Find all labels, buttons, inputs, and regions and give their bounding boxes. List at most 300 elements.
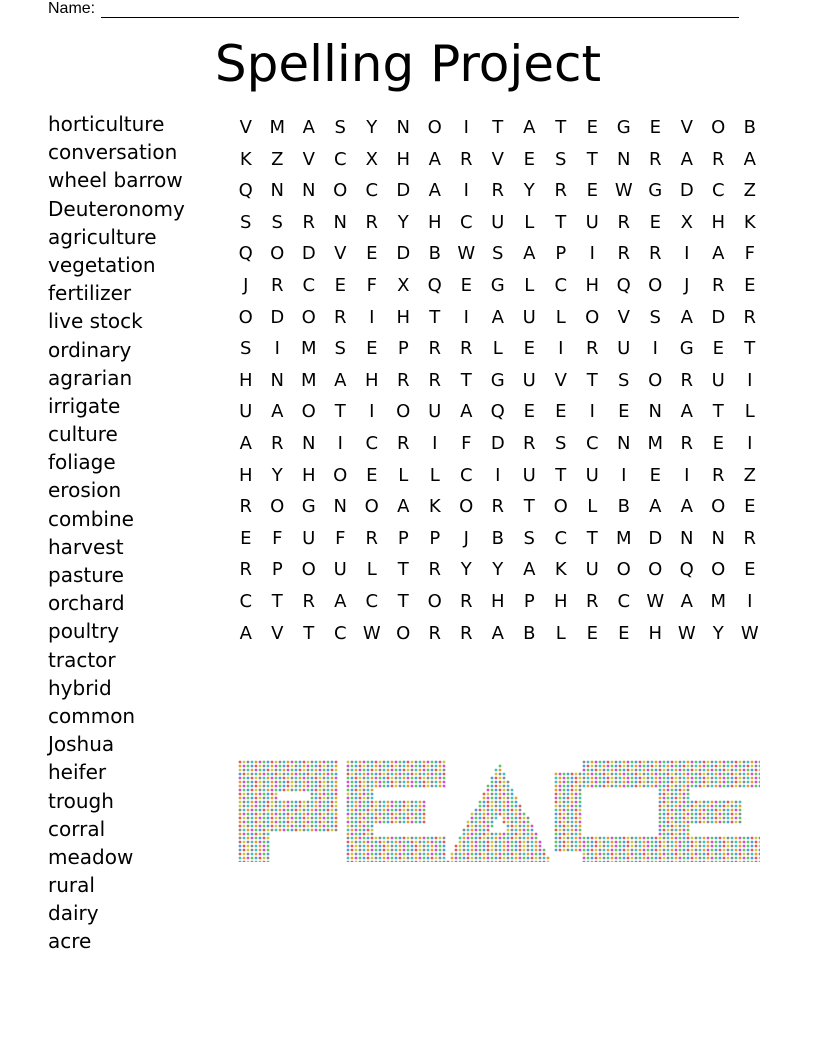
grid-letter: R (585, 590, 599, 612)
grid-letter: G (648, 180, 663, 202)
grid-letter: O (270, 243, 285, 265)
word-list (48, 110, 185, 956)
grid-letter: W (740, 622, 759, 644)
grid-letter: G (490, 369, 505, 391)
grid-letter: C (333, 622, 347, 644)
word-list-item: orchard (48, 591, 125, 616)
grid-letter: S (649, 306, 661, 328)
grid-letter: Z (743, 464, 756, 486)
grid-letter: I (463, 180, 469, 202)
grid-letter: H (396, 306, 411, 328)
grid-letter: O (238, 306, 253, 328)
word-list-item: live stock (48, 309, 143, 334)
grid-letter: Z (271, 148, 284, 170)
grid-letter: I (589, 401, 595, 423)
grid-letter: A (239, 622, 252, 644)
grid-letter: E (649, 464, 661, 486)
grid-letter: N (648, 401, 662, 423)
grid-letter: F (461, 432, 472, 454)
grid-letter: O (648, 274, 663, 296)
grid-letter: I (652, 338, 658, 360)
grid-letter: Y (523, 180, 535, 202)
word-list-item: fertilizer (48, 281, 132, 306)
grid-letter: C (365, 180, 379, 202)
grid-letter: I (747, 590, 753, 612)
grid-letter: O (333, 180, 348, 202)
grid-letter: A (523, 117, 536, 138)
grid-letter: R (428, 622, 441, 644)
grid-letter: A (649, 496, 662, 518)
grid-letter: L (555, 306, 566, 328)
grid-letter: D (270, 306, 285, 328)
grid-letter: O (301, 306, 316, 328)
grid-letter: R (680, 432, 693, 454)
grid-letter: C (365, 432, 379, 454)
word-list-item: meadow (48, 844, 134, 869)
word-list-item: conversation (48, 140, 178, 165)
word-list-item: hybrid (48, 675, 112, 700)
grid-letter: N (333, 496, 347, 518)
grid-letter: N (617, 432, 631, 454)
grid-letter: Y (366, 117, 378, 138)
grid-letter: W (677, 622, 696, 644)
grid-letter: O (711, 496, 726, 518)
grid-letter: K (554, 559, 567, 581)
grid-letter: B (428, 243, 441, 265)
grid-letter: H (364, 369, 379, 391)
name-blank (101, 3, 739, 18)
grid-letter: A (334, 369, 347, 391)
grid-letter: P (271, 559, 283, 581)
grid-letter: T (492, 117, 504, 138)
grid-letter: E (240, 527, 252, 549)
grid-letter: O (333, 464, 348, 486)
grid-letter: S (555, 432, 567, 454)
grid-letter: F (335, 527, 346, 549)
grid-letter: V (271, 622, 284, 644)
grid-letter: P (429, 527, 441, 549)
grid-letter: B (617, 496, 630, 518)
grid-letter: R (270, 432, 284, 454)
grid-letter: O (270, 496, 285, 518)
grid-letter: U (239, 401, 253, 423)
grid-letter: F (272, 527, 283, 549)
grid-letter: F (366, 274, 377, 296)
grid-letter: R (743, 527, 756, 549)
grid-letter: K (428, 496, 441, 518)
grid-letter: O (585, 306, 600, 328)
grid-letter: T (397, 590, 409, 612)
grid-letter: X (397, 274, 410, 296)
word-list-item: culture (48, 422, 118, 447)
grid-letter: N (680, 527, 694, 549)
grid-letter: E (366, 464, 378, 486)
grid-letter: D (396, 243, 411, 265)
grid-letter: A (743, 148, 756, 170)
grid-letter: E (618, 401, 630, 423)
grid-letter: M (615, 527, 632, 549)
word-list-item: common (48, 703, 136, 728)
grid-letter: A (302, 117, 315, 138)
grid-letter: D (301, 243, 316, 265)
grid-letter: W (457, 243, 476, 265)
grid-letter: M (300, 369, 317, 391)
grid-letter: H (427, 211, 442, 233)
grid-letter: N (711, 527, 725, 549)
grid-letter: A (271, 401, 284, 423)
grid-letter: E (586, 622, 598, 644)
word-list-item: harvest (48, 534, 124, 559)
grid-letter: U (585, 559, 599, 581)
word-list-item: rural (48, 873, 95, 898)
grid-letter: O (616, 559, 631, 581)
grid-letter: R (459, 622, 473, 644)
grid-letter: A (491, 306, 504, 328)
grid-letter: T (555, 117, 567, 138)
word-list-item: combine (48, 506, 134, 531)
word-list-item: tractor (48, 647, 116, 672)
grid-letter: E (523, 401, 535, 423)
grid-letter: V (617, 306, 630, 328)
grid-letter: T (303, 622, 315, 644)
grid-letter: U (491, 211, 505, 233)
word-list-item: foliage (48, 450, 116, 475)
grid-letter: C (302, 274, 316, 296)
word-list-item: ordinary (48, 337, 132, 362)
grid-letter: C (459, 464, 473, 486)
grid-letter: L (524, 274, 535, 296)
grid-letter: E (366, 338, 378, 360)
grid-letter: O (711, 559, 726, 581)
grid-letter: D (711, 306, 726, 328)
grid-letter: R (428, 369, 441, 391)
grid-letter: R (459, 590, 473, 612)
grid-letter: A (523, 559, 536, 581)
grid-letter: E (586, 117, 598, 138)
grid-letter: O (427, 117, 442, 138)
grid-letter: J (684, 274, 690, 296)
grid-letter: C (585, 432, 599, 454)
grid-letter: I (369, 401, 375, 423)
grid-letter: I (463, 117, 469, 138)
grid-letter: U (522, 306, 536, 328)
grid-letter: O (396, 622, 411, 644)
grid-letter: T (586, 527, 598, 549)
grid-letter: R (648, 148, 662, 170)
grid-letter: I (684, 464, 690, 486)
grid-letter: O (301, 559, 316, 581)
word-list-item: trough (48, 788, 114, 813)
grid-letter: G (679, 338, 694, 360)
name-label: Name: (48, 0, 96, 17)
grid-letter: E (460, 274, 472, 296)
grid-letter: T (555, 211, 567, 233)
grid-letter: E (586, 180, 598, 202)
grid-letter: Y (492, 559, 504, 581)
grid-letter: C (617, 590, 631, 612)
word-list-item: horticulture (48, 112, 165, 136)
grid-letter: A (712, 243, 725, 265)
grid-letter: E (649, 211, 661, 233)
grid-letter: N (396, 117, 410, 138)
grid-letter: T (429, 306, 441, 328)
grid-letter: O (301, 401, 316, 423)
grid-letter: E (744, 559, 756, 581)
grid-letter: E (555, 401, 567, 423)
grid-letter: T (744, 338, 756, 360)
grid-letter: Q (679, 559, 694, 581)
grid-letter: L (524, 211, 535, 233)
grid-letter: I (558, 338, 564, 360)
grid-letter: G (301, 496, 316, 518)
grid-letter: R (648, 243, 662, 265)
grid-letter: I (684, 243, 690, 265)
grid-letter: D (648, 527, 663, 549)
word-list-item: Deuteronomy (48, 196, 185, 221)
grid-letter: S (334, 117, 346, 138)
name-field-line (48, 0, 739, 18)
grid-letter: E (744, 274, 756, 296)
grid-letter: P (555, 243, 567, 265)
grid-letter: I (432, 432, 438, 454)
grid-letter: C (365, 590, 379, 612)
grid-letter: L (555, 622, 566, 644)
grid-letter: T (271, 590, 283, 612)
grid-letter: V (491, 148, 504, 170)
grid-letter: M (647, 432, 664, 454)
grid-letter: A (680, 306, 693, 328)
grid-letter: I (495, 464, 501, 486)
grid-letter: R (459, 338, 473, 360)
grid-letter: S (492, 243, 504, 265)
grid-letter: U (585, 211, 599, 233)
grid-letter: Y (271, 464, 283, 486)
grid-letter: D (490, 432, 505, 454)
word-list-item: pasture (48, 563, 124, 587)
grid-letter: M (269, 117, 286, 138)
grid-letter: H (301, 464, 316, 486)
word-list-item: wheel barrow (48, 168, 183, 193)
grid-letter: S (240, 211, 252, 233)
word-list-item: irrigate (48, 393, 121, 418)
grid-letter: R (711, 464, 725, 486)
page-title: Spelling Project (214, 35, 602, 93)
grid-letter: E (712, 432, 724, 454)
grid-letter: H (396, 148, 411, 170)
grid-letter: U (585, 464, 599, 486)
grid-letter: Q (427, 274, 442, 296)
grid-letter: B (491, 527, 504, 549)
grid-letter: H (585, 274, 600, 296)
grid-letter: U (333, 559, 347, 581)
grid-letter: S (523, 527, 535, 549)
grid-letter: R (522, 432, 536, 454)
grid-letter: S (334, 338, 346, 360)
grid-letter: N (302, 432, 316, 454)
grid-letter: T (460, 369, 472, 391)
grid-letter: N (617, 148, 631, 170)
grid-letter: T (586, 148, 598, 170)
grid-letter: E (744, 496, 756, 518)
grid-letter: L (398, 464, 409, 486)
grid-letter: E (334, 274, 346, 296)
grid-letter: D (679, 180, 694, 202)
grid-letter: T (555, 464, 567, 486)
grid-letter: N (333, 211, 347, 233)
grid-letter: V (680, 117, 693, 138)
grid-letter: W (614, 180, 633, 202)
grid-letter: I (589, 243, 595, 265)
grid-letter: Q (238, 180, 253, 202)
grid-letter: R (680, 369, 693, 391)
grid-letter: S (618, 369, 630, 391)
grid-letter: U (711, 369, 725, 391)
grid-letter: Y (460, 559, 472, 581)
grid-letter: Z (743, 180, 756, 202)
grid-letter: N (270, 369, 284, 391)
grid-letter: R (365, 527, 378, 549)
word-list-item: dairy (48, 901, 99, 926)
peace-mosaic-icon (238, 760, 760, 862)
grid-letter: C (554, 527, 568, 549)
grid-letter: J (463, 527, 469, 549)
grid-letter: B (743, 117, 756, 138)
grid-letter: A (428, 148, 441, 170)
grid-letter: R (333, 306, 347, 328)
word-list-item: acre (48, 929, 92, 954)
grid-letter: R (270, 274, 284, 296)
grid-letter: Q (238, 243, 253, 265)
grid-letter: U (617, 338, 631, 360)
word-list-item: vegetation (48, 252, 156, 277)
grid-letter: I (463, 306, 469, 328)
grid-letter: S (555, 148, 567, 170)
grid-letter: O (364, 496, 379, 518)
grid-letter: C (239, 590, 253, 612)
grid-letter: O (427, 590, 442, 612)
grid-letter: P (397, 338, 409, 360)
grid-letter: O (553, 496, 568, 518)
grid-letter: G (616, 117, 631, 138)
grid-letter: A (428, 180, 441, 202)
grid-letter: U (302, 527, 316, 549)
grid-letter: F (744, 243, 755, 265)
grid-letter: L (744, 401, 755, 423)
grid-letter: P (397, 527, 409, 549)
grid-letter: L (492, 338, 503, 360)
grid-letter: X (680, 211, 693, 233)
word-list-item: erosion (48, 478, 122, 503)
grid-letter: L (587, 496, 598, 518)
grid-letter: A (491, 622, 504, 644)
grid-letter: L (429, 464, 440, 486)
grid-letter: H (711, 211, 726, 233)
word-list-item: corral (48, 816, 106, 841)
grid-letter: P (523, 590, 535, 612)
grid-letter: L (366, 559, 377, 581)
grid-letter: D (396, 180, 411, 202)
grid-letter: R (302, 590, 315, 612)
grid-letter: O (711, 117, 726, 138)
grid-letter: U (428, 401, 442, 423)
grid-letter: H (490, 590, 505, 612)
grid-letter: R (585, 338, 599, 360)
grid-letter: Y (712, 622, 724, 644)
grid-letter: K (743, 211, 756, 233)
grid-letter: R (459, 148, 473, 170)
grid-letter: T (523, 496, 535, 518)
grid-letter: A (523, 243, 536, 265)
grid-letter: O (648, 369, 663, 391)
word-list-item: heifer (48, 760, 107, 785)
grid-letter: A (460, 401, 473, 423)
grid-letter: C (711, 180, 725, 202)
grid-letter: O (396, 401, 411, 423)
grid-letter: R (491, 496, 504, 518)
grid-letter: W (362, 622, 381, 644)
grid-letter: S (240, 338, 252, 360)
grid-letter: H (238, 464, 253, 486)
grid-letter: W (646, 590, 665, 612)
grid-letter: Q (490, 401, 505, 423)
grid-letter: R (428, 338, 441, 360)
grid-letter: T (586, 369, 598, 391)
grid-letter: A (397, 496, 410, 518)
word-list-item: poultry (48, 619, 120, 644)
grid-letter: C (459, 211, 473, 233)
grid-letter: X (365, 148, 378, 170)
grid-letter: T (334, 401, 346, 423)
grid-letter: U (522, 369, 536, 391)
grid-letter: R (239, 496, 252, 518)
grid-letter: A (239, 432, 252, 454)
grid-letter: O (648, 559, 663, 581)
grid-letter: V (334, 243, 347, 265)
grid-letter: R (302, 211, 315, 233)
word-list-item: agrarian (48, 365, 133, 390)
grid-letter: T (397, 559, 409, 581)
grid-letter: R (617, 243, 630, 265)
grid-letter: C (554, 274, 568, 296)
grid-letter: J (243, 274, 249, 296)
grid-letter: E (523, 148, 535, 170)
grid-letter: R (711, 274, 725, 296)
grid-letter: B (523, 622, 536, 644)
grid-letter: H (238, 369, 253, 391)
grid-letter: S (271, 211, 283, 233)
letter-grid (230, 112, 766, 649)
grid-letter: R (396, 432, 410, 454)
grid-letter: Q (616, 274, 631, 296)
grid-letter: H (648, 622, 663, 644)
grid-letter: I (747, 432, 753, 454)
grid-letter: V (554, 369, 567, 391)
grid-letter: I (274, 338, 280, 360)
grid-letter: E (712, 338, 724, 360)
grid-letter: T (712, 401, 724, 423)
grid-letter: I (337, 432, 343, 454)
grid-letter: R (743, 306, 756, 328)
grid-letter: U (522, 464, 536, 486)
grid-letter: Y (397, 211, 409, 233)
grid-letter: R (491, 180, 504, 202)
grid-letter: I (621, 464, 627, 486)
grid-letter: M (300, 338, 317, 360)
grid-letter: A (680, 496, 693, 518)
grid-letter: G (490, 274, 505, 296)
grid-letter: A (680, 401, 693, 423)
grid-letter: V (302, 148, 315, 170)
